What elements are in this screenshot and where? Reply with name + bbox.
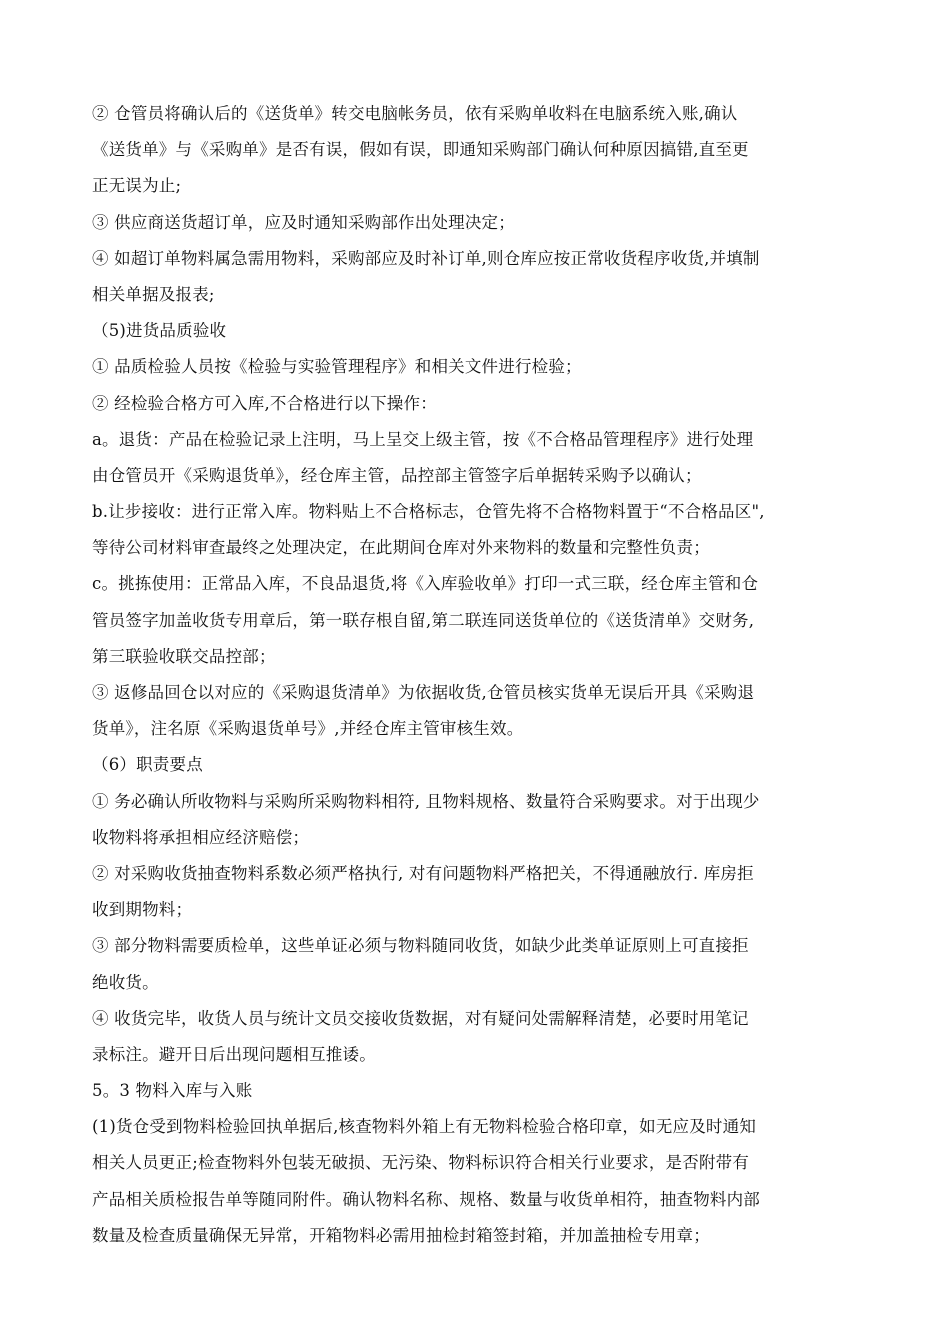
text-line: b.让步接收：进行正常入库。物料贴上不合格标志，仓管先将不合格物料置于“不合格品区",	[92, 502, 765, 522]
section-heading: （5)进货品质验收	[92, 321, 227, 341]
text-line: ① 品质检验人员按《检验与实验管理程序》和相关文件进行检验；	[92, 357, 582, 377]
text-line: ② 仓管员将确认后的《送货单》转交电脑帐务员，依有采购单收料在电脑系统入账,确认	[92, 104, 738, 123]
text-line: c。挑拣使用：正常品入库，不良品退货,将《入库验收单》打印一式三联，经仓库主管和仓	[92, 574, 759, 594]
text-line: 等待公司材料审查最终之处理决定，在此期间仓库对外来物料的数量和完整性负责；	[92, 538, 710, 558]
document-body	[92, 96, 862, 1254]
text-line: ① 务必确认所收物料与采购所采购物料相符, 且物料规格、数量符合采购要求。对于出现少	[92, 791, 760, 811]
text-line: 货单》，注名原《采购退货单号》,并经仓库主管审核生效。	[92, 719, 524, 739]
text-line: ③ 部分物料需要质检单，这些单证必须与物料随同收货，如缺少此类单证原则上可直接拒	[92, 936, 749, 956]
text-line: 收到期物料；	[92, 900, 193, 920]
text-line: 绝收货。	[92, 972, 159, 992]
section-heading: （6）职责要点	[92, 755, 203, 775]
text-line: 相关人员更正;检查物料外包装无破损、无污染、物料标识符合相关行业要求，是否附带有	[92, 1153, 750, 1173]
text-line: 《送货单》与《采购单》是否有误，假如有误，即通知采购部门确认何种原因搞错,直至更	[92, 140, 749, 160]
text-line: ④ 收货完毕，收货人员与统计文员交接收货数据，对有疑问处需解释清楚，必要时用笔记	[92, 1008, 749, 1028]
text-line: 相关单据及报表;	[92, 284, 215, 304]
text-line: 正无误为止;	[92, 176, 182, 196]
text-line: (1)货仓受到物料检验回执单据后,核查物料外箱上有无物料检验合格印章，如无应及时通知	[92, 1117, 757, 1137]
text-line: 产品相关质检报告单等随同附件。确认物料名称、规格、数量与收货单相符，抽查物料内部	[92, 1189, 760, 1209]
text-line: 由仓管员开《采购退货单》，经仓库主管，品控部主管签字后单据转采购予以确认；	[92, 465, 702, 485]
text-line: ② 对采购收货抽查物料系数必须严格执行, 对有问题物料严格把关，不得通融放行. 库房拒	[92, 863, 754, 883]
text-line: 管员签字加盖收货专用章后，第一联存根自留,第二联连同送货单位的《送货清单》交财务,	[92, 610, 755, 630]
text-line: ④ 如超订单物料属急需用物料，采购部应及时补订单,则仓库应按正常收货程序收货,并填制	[92, 248, 760, 268]
text-line: 收物料将承担相应经济赔偿；	[92, 827, 310, 847]
text-line: ② 经检验合格方可入库,不合格进行以下操作：	[92, 393, 437, 413]
text-line: ③ 供应商送货超订单，应及时通知采购部作出处理决定；	[92, 212, 515, 232]
text-line: ③ 返修品回仓以对应的《采购退货清单》为依据收货,仓管员核实货单无误后开具《采购退	[92, 683, 755, 702]
text-line: 第三联验收联交品控部；	[92, 646, 276, 666]
text-line: a。退货：产品在检验记录上注明，马上呈交上级主管，按《不合格品管理程序》进行处理	[92, 429, 754, 449]
text-line: 数量及检查质量确保无异常，开箱物料必需用抽检封箱签封箱，并加盖抽检专用章；	[92, 1225, 710, 1245]
text-line: 录标注。避开日后出现问题相互推诿。	[92, 1044, 376, 1064]
section-heading: 5。3 物料入库与入账	[92, 1081, 253, 1101]
